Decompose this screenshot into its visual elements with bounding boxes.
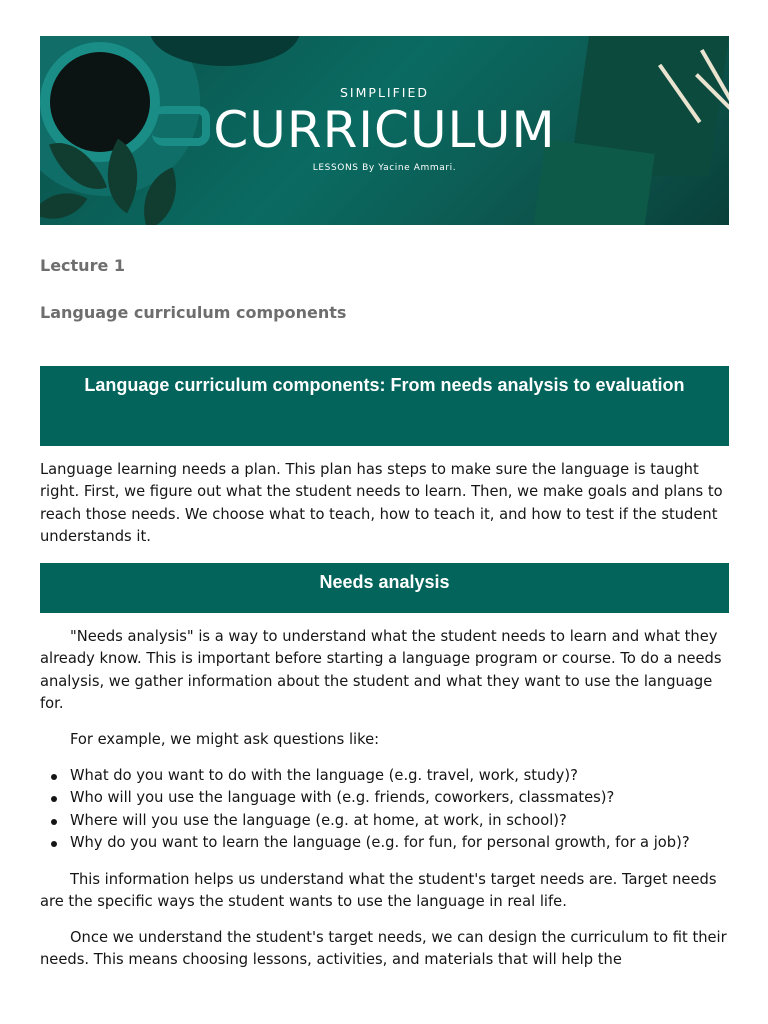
intro-paragraph: Language learning needs a plan. This plan has steps to make sure the language is taught right. First, we figure out what the student needs to learn. Then, we make goals and plans to reach those needs. We choose what to teach, how to teach it, and how to test if the student understands it. bbox=[40, 461, 723, 546]
banner-byline: LESSONS By Yacine Ammari. bbox=[312, 163, 457, 173]
section-heading-bar bbox=[40, 366, 729, 446]
bullet-dot-icon bbox=[51, 796, 57, 802]
bullet-dot-icon bbox=[51, 774, 57, 780]
section-heading: Language curriculum components: From needs analysis to evaluation bbox=[84, 375, 685, 395]
section-heading-bar bbox=[40, 563, 729, 613]
header-banner bbox=[40, 36, 729, 225]
list-item bbox=[40, 787, 729, 809]
list-item bbox=[40, 832, 729, 854]
body-paragraph: For example, we might ask questions like: bbox=[70, 731, 380, 748]
list-item-text: Who will you use the language with (e.g. friends, coworkers, classmates)? bbox=[70, 789, 615, 807]
page-subtitle: Language curriculum components bbox=[40, 303, 347, 322]
list-item-text: Why do you want to learn the language (e.g. for fun, for personal growth, for a job)? bbox=[70, 834, 690, 852]
body-paragraph: Once we understand the student's target needs, we can design the curriculum to fit their needs. This means choosing lessons, activities, and materials that will help the bbox=[40, 929, 727, 969]
bullet-dot-icon bbox=[51, 841, 57, 847]
list-item bbox=[40, 765, 729, 787]
body-paragraph: "Needs analysis" is a way to understand what the student needs to learn and what they already know. This is important before starting a language program or course. To do a needs analysis, we gather information about the student and what they want to use the language for. bbox=[40, 628, 722, 713]
document-page bbox=[40, 36, 729, 969]
section-heading: Needs analysis bbox=[319, 572, 450, 592]
lecture-label: Lecture 1 bbox=[40, 256, 126, 275]
bullet-dot-icon bbox=[51, 819, 57, 825]
list-item-text: What do you want to do with the language (e.g. travel, work, study)? bbox=[70, 767, 578, 784]
question-list bbox=[40, 765, 729, 855]
list-item bbox=[40, 810, 729, 832]
banner-title: CURRICULUM bbox=[213, 101, 556, 159]
body-paragraph: This information helps us understand what the student's target needs are. Target needs are the specific ways the student wants to use the language in real life. bbox=[40, 871, 717, 911]
banner-kicker: SIMPLIFIED bbox=[340, 85, 429, 100]
list-item-text: Where will you use the language (e.g. at home, at work, in school)? bbox=[70, 811, 567, 829]
